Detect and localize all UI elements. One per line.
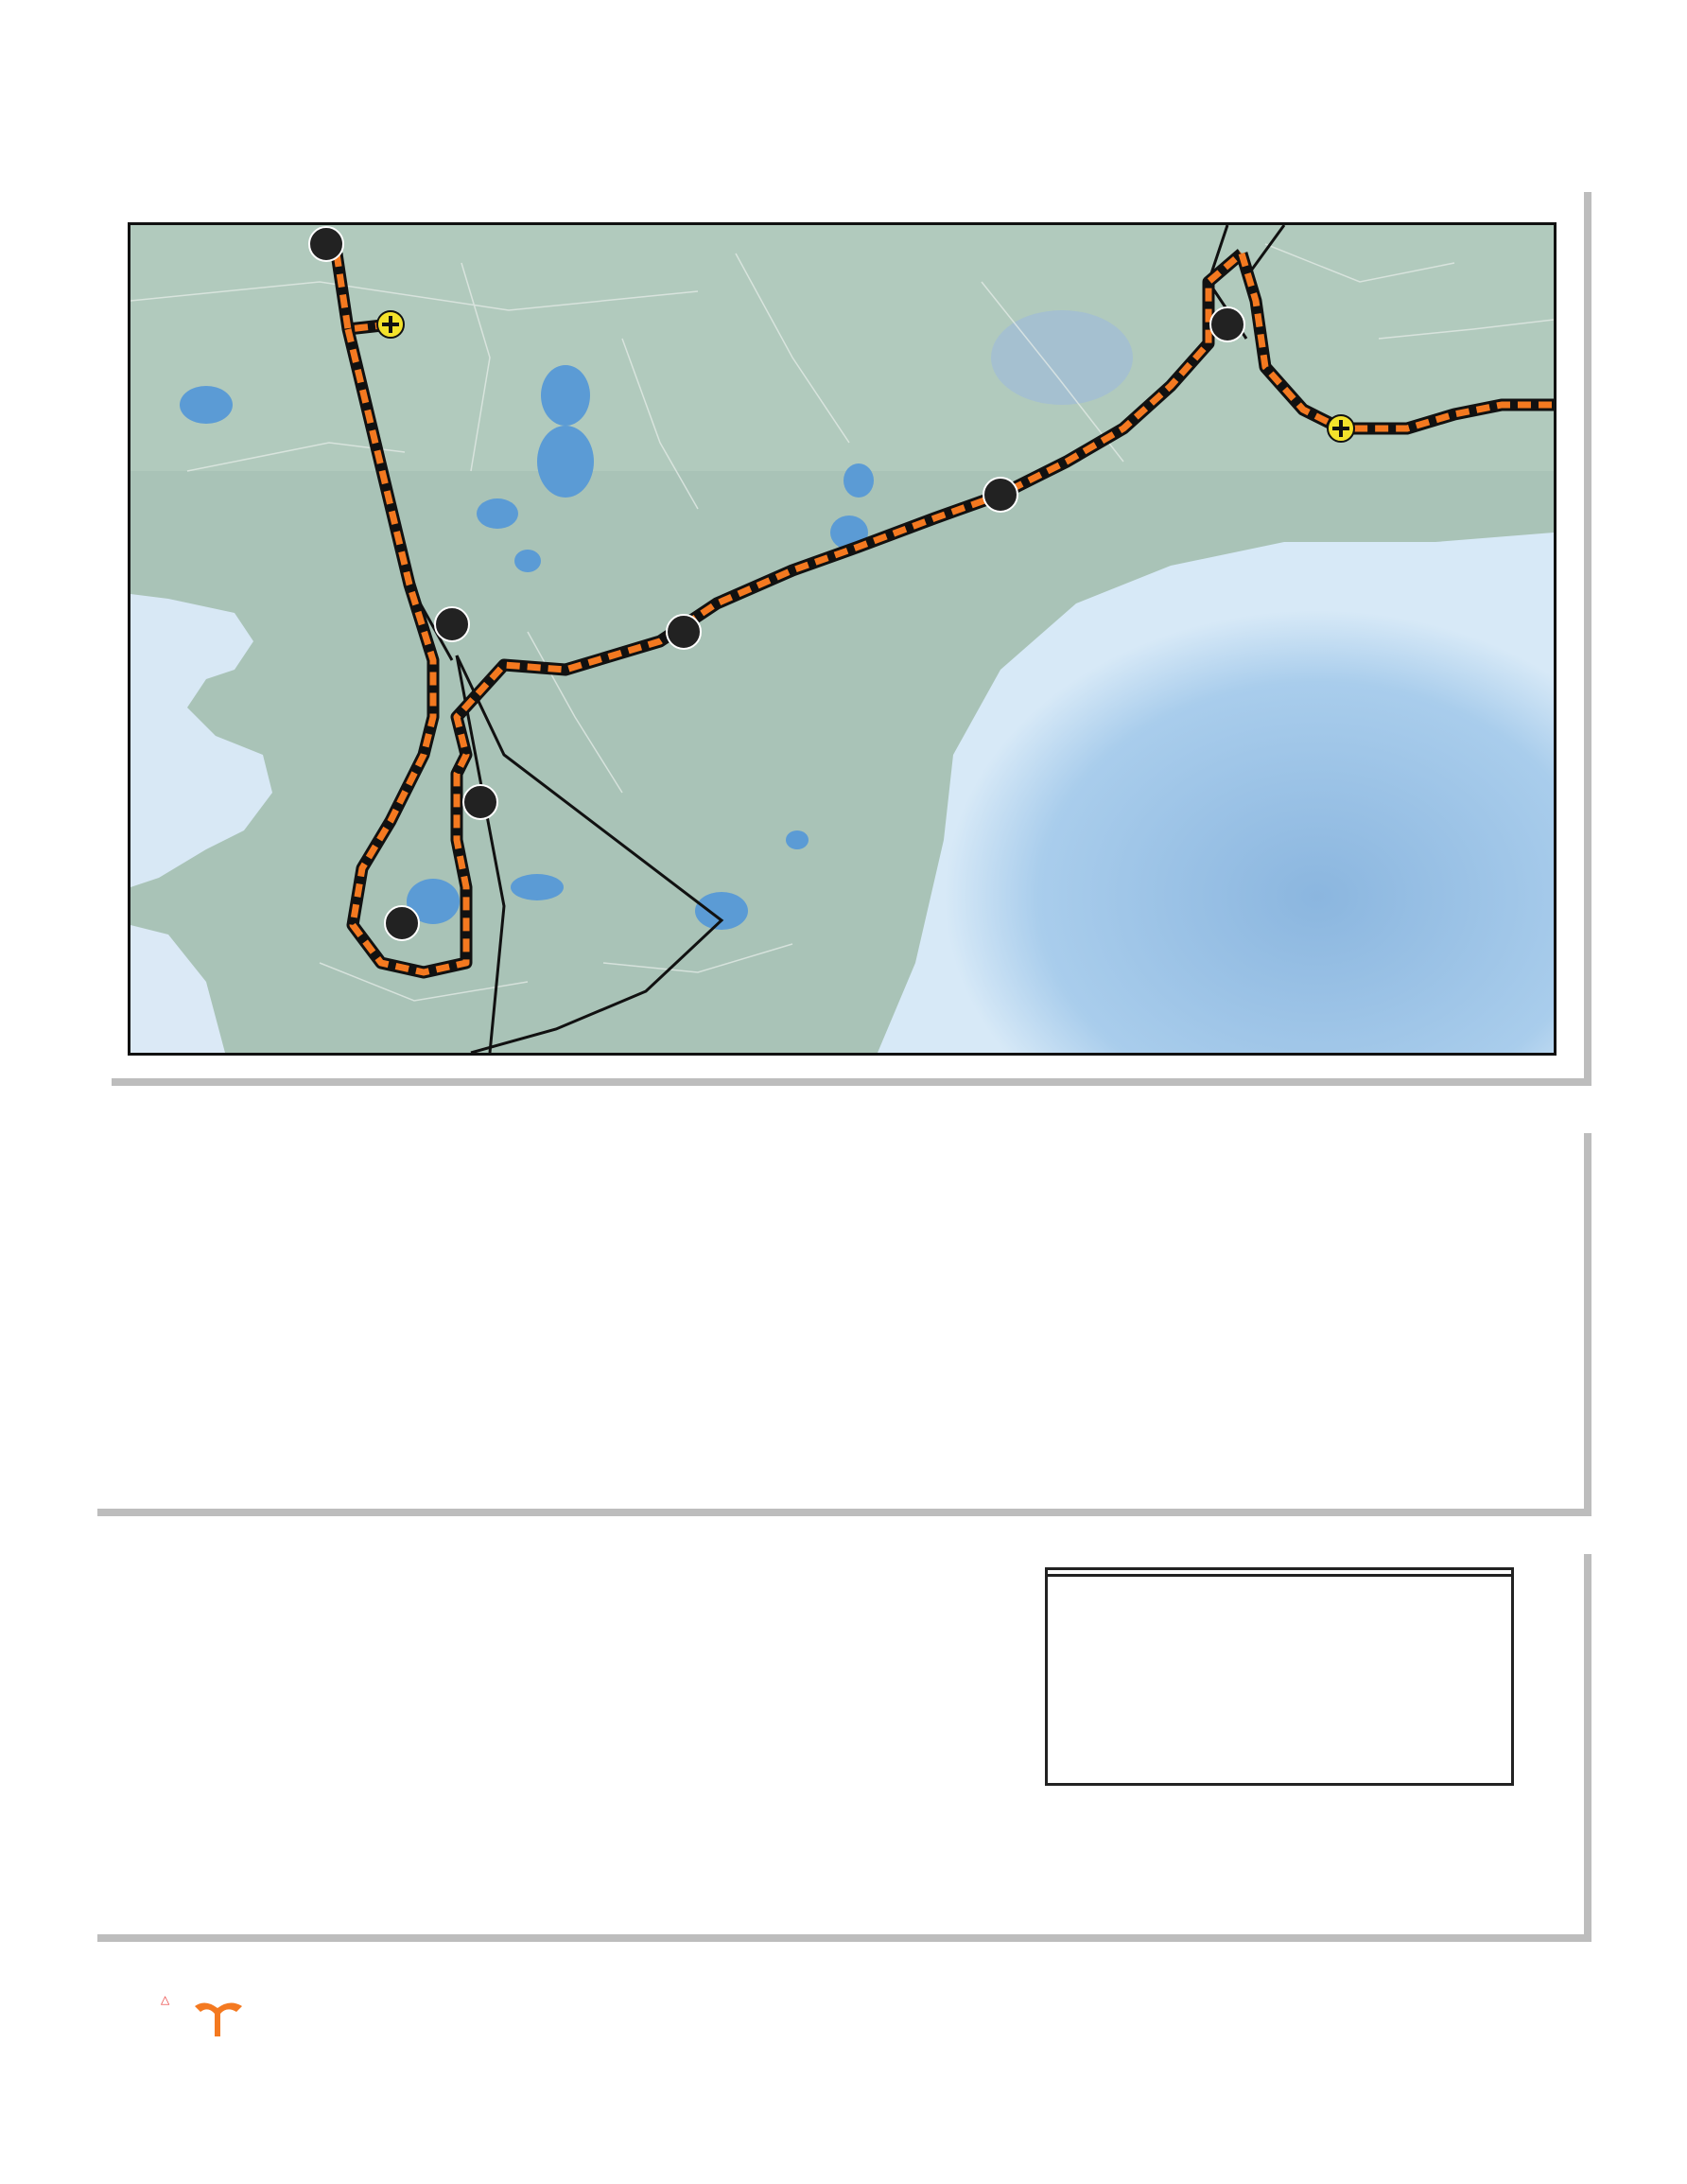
waypoint-marker[interactable] [667, 615, 701, 649]
pond [537, 426, 594, 498]
leg-info [99, 1133, 591, 1186]
pond [786, 830, 809, 849]
ragnar-mark-icon [191, 1999, 246, 2040]
reebok-delta-icon: △ [161, 1993, 170, 2006]
pond [514, 550, 541, 572]
pond [477, 498, 518, 529]
crystal-lake [695, 892, 748, 930]
neck-pond [511, 874, 564, 900]
map-svg [130, 225, 1554, 1053]
pond [541, 365, 590, 426]
waypoint-marker[interactable] [385, 906, 419, 940]
waypoint-marker[interactable] [1210, 307, 1244, 341]
waypoint-marker[interactable] [463, 785, 497, 819]
marsh [991, 310, 1133, 405]
ragnar-logo [113, 1993, 359, 2050]
bog-pond [180, 386, 233, 424]
waypoint-marker[interactable] [983, 478, 1017, 512]
exchange-17-marker[interactable] [1328, 415, 1354, 442]
gps-coords-box [1045, 1567, 1514, 1786]
exchange-16-marker[interactable] [377, 311, 404, 338]
waypoint-marker[interactable] [435, 607, 469, 641]
waypoint-marker[interactable] [309, 227, 343, 261]
route-map[interactable] [128, 222, 1557, 1056]
pond [844, 463, 874, 498]
